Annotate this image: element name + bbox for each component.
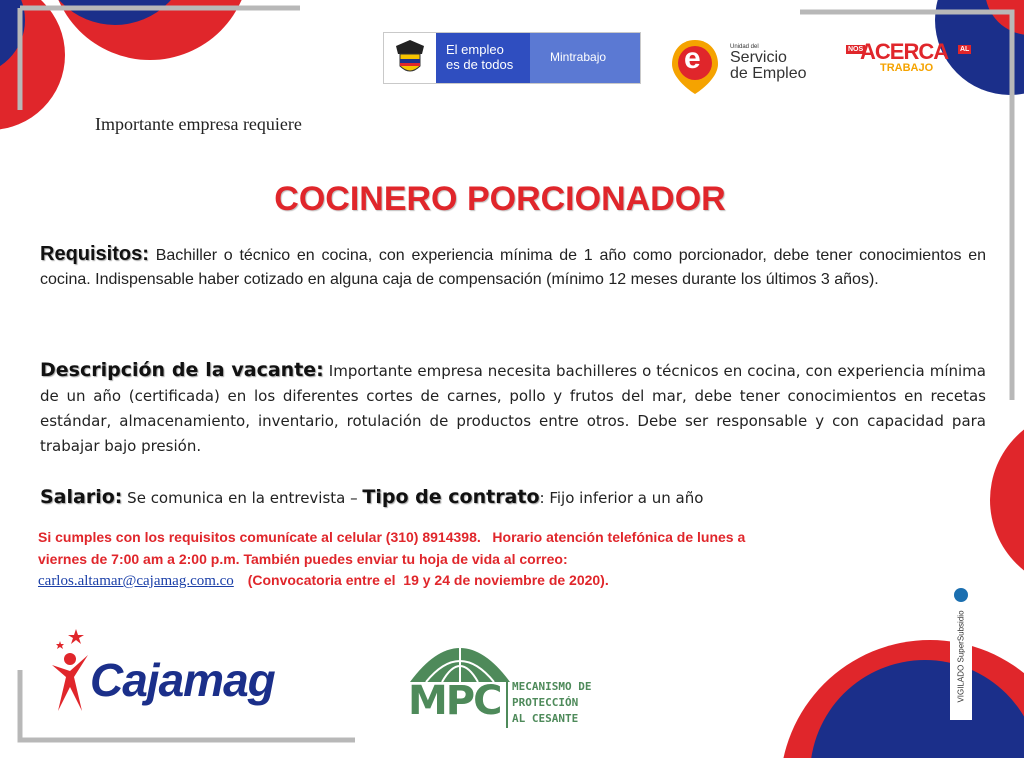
mpc-line1: MECANISMO DE	[512, 680, 592, 693]
requisitos-text: Bachiller o técnico en cocina, con experiencia mínima de 1 año como porcionador, debe tener conocimientos en cocina. Indispensable haber cotizado en alguna caja de compensación (mínimo 12 meses durante los últimos 3 años).	[40, 247, 987, 288]
mpc-divider	[506, 680, 508, 728]
acerca-bottom: TRABAJO	[880, 62, 934, 74]
contact-line1: Si cumples con los requisitos comunícate al celular (310) 8914398. Horario atención telefónica de lunes a	[38, 529, 746, 545]
vigilado-text: VIGILADO SuperSubsidio	[956, 610, 966, 703]
salario-block	[40, 486, 986, 508]
contrato-label: Tipo de contrato	[362, 486, 540, 508]
job-title: COCINERO PORCIONADOR	[274, 180, 726, 218]
acerca-main: ACERCA	[860, 39, 949, 64]
descripcion-text: Importante empresa necesita bachilleres o técnicos en cocina, con experiencia mínima de un año (certificada) en los diferentes cortes de carnes, pollo y frutos del mar, debe tener conocimientos en recetas estándar, almacenamiento, inventario, rotulación de productos entre otros. Debe ser responsable y con capacidad para trabajar bajo presión.	[40, 362, 986, 455]
salario-text: Se comunica en la entrevista –	[127, 489, 358, 507]
gov-logo	[383, 32, 641, 84]
mpc-line3: AL CESANTE	[512, 712, 579, 725]
contact-line3	[38, 572, 609, 590]
salario-label: Salario	[40, 486, 115, 508]
requisitos-block	[40, 242, 986, 292]
email-link[interactable]: carlos.altamar@cajamag.com.co	[38, 573, 234, 589]
cajamag-logo	[46, 625, 326, 715]
vigilado-badge	[950, 584, 972, 720]
servicio-empleo-logo	[670, 36, 830, 98]
acerca-top: NOS	[848, 46, 864, 53]
ministry-box	[530, 33, 640, 83]
intro-text: Importante empresa requiere	[95, 114, 302, 134]
cajamag-name: Cajamag	[90, 654, 275, 706]
acerca-trabajo-logo	[846, 40, 976, 80]
requisitos-label: Requisitos	[40, 243, 143, 265]
servicio-empleo-line2: de Empleo	[730, 65, 807, 82]
gov-slogan-box	[436, 33, 530, 83]
cajamag-person-icon	[46, 625, 96, 715]
ministry-name: Mintrabajo	[550, 50, 607, 64]
servicio-empleo-small: Unidad del	[730, 44, 759, 50]
requisitos-colon: :	[142, 243, 149, 265]
servicio-empleo-letter: e	[684, 42, 701, 75]
descripcion-label: Descripción de la vacante:	[40, 359, 324, 381]
mpc-logo	[408, 640, 608, 730]
gov-slogan-line2: es de todos	[446, 57, 514, 72]
colombia-coat-of-arms-icon	[388, 36, 432, 80]
gov-slogan-line1: El empleo	[446, 42, 504, 57]
servicio-empleo-line1: Servicio	[730, 49, 787, 66]
salario-colon: :	[114, 486, 123, 508]
descripcion-block	[40, 358, 986, 459]
convocatoria-text: (Convocatoria entre el 19 y 24 de noviembre de 2020).	[247, 572, 609, 588]
acerca-al: AL	[960, 46, 970, 53]
mpc-letters: MPC	[408, 678, 501, 724]
contrato-text: : Fijo inferior a un año	[539, 489, 704, 507]
mpc-line2: PROTECCIÓN	[512, 696, 579, 709]
contact-line2: viernes de 7:00 am a 2:00 p.m. También puedes enviar tu hoja de vida al correo:	[38, 551, 568, 567]
right-red-blob	[990, 410, 1024, 590]
